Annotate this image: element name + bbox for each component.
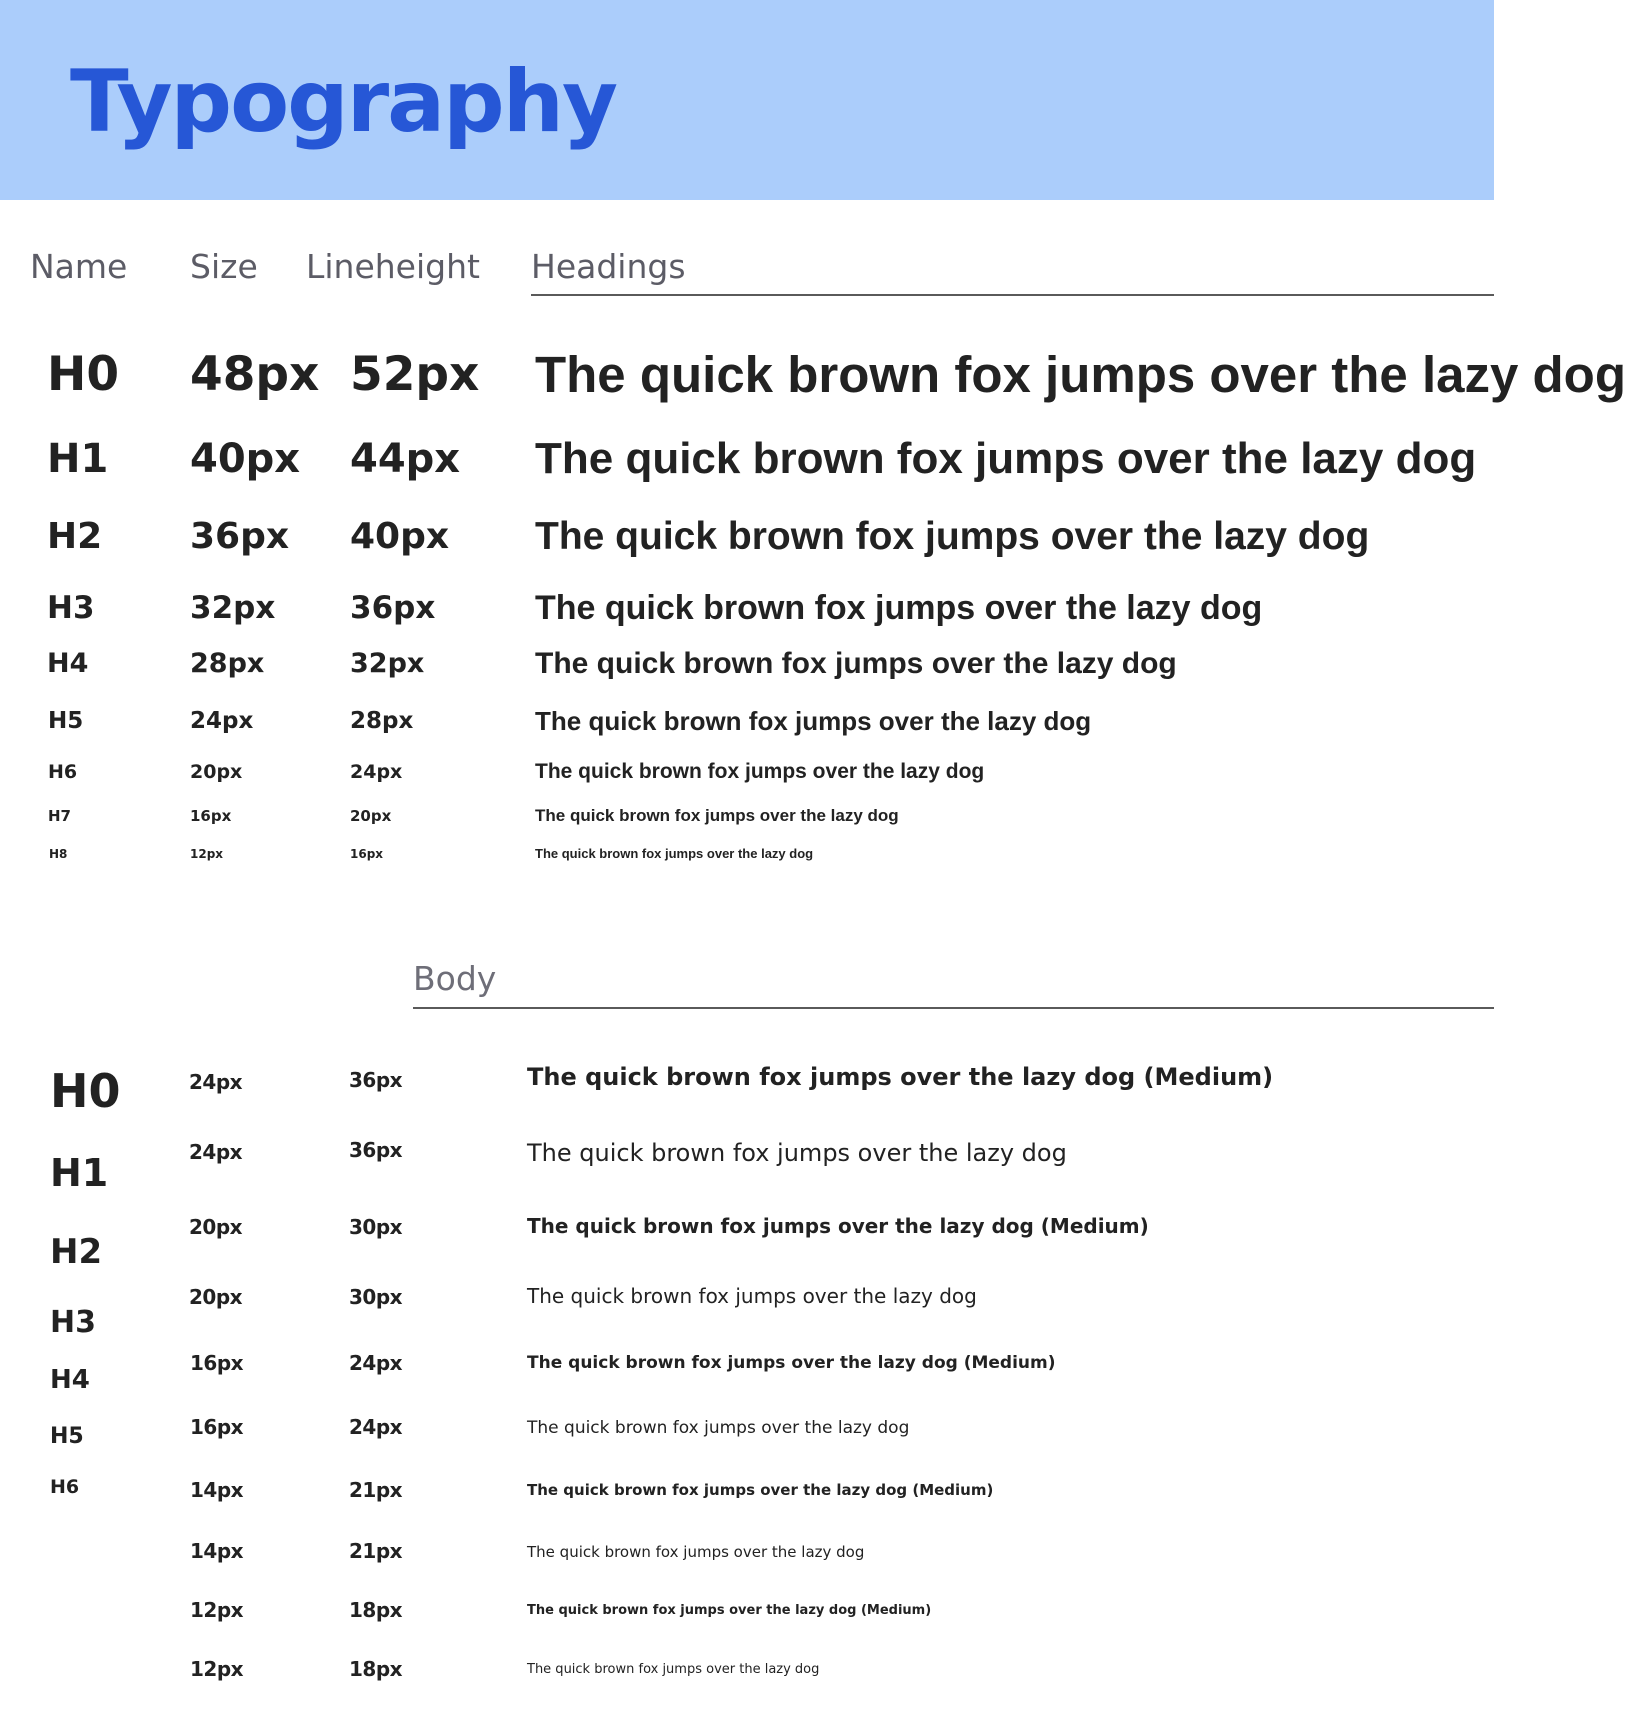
heading-sample: The quick brown fox jumps over the lazy dog [535,806,899,825]
heading-size: 20px [190,761,243,783]
body-sample: The quick brown fox jumps over the lazy dog (Medium) [527,1353,1056,1373]
body-size: 20px [189,1285,243,1309]
column-header-size: Size [190,247,258,286]
body-lineheight: 30px [349,1285,403,1309]
section-title-headings: Headings [531,247,686,286]
heading-size: 24px [190,708,254,734]
heading-size: 40px [190,436,301,482]
body-sample: The quick brown fox jumps over the lazy dog [527,1543,865,1561]
heading-name: H5 [48,708,84,734]
heading-name: H7 [48,807,71,825]
heading-sample: The quick brown fox jumps over the lazy dog [535,846,814,861]
body-size: 14px [190,1478,244,1502]
body-size: 20px [189,1215,243,1239]
heading-size: 28px [190,648,265,679]
body-sample: The quick brown fox jumps over the lazy dog [527,1139,1067,1167]
heading-name: H3 [47,590,95,626]
page-title: Typography [70,52,617,152]
heading-size: 16px [190,807,232,825]
heading-size: 48px [190,347,320,402]
body-sample: The quick brown fox jumps over the lazy dog [527,1418,910,1438]
heading-name: H4 [47,648,89,679]
heading-name: H0 [47,347,120,402]
body-name: H1 [50,1151,109,1195]
body-name: H3 [50,1305,96,1340]
heading-size: 12px [190,847,224,861]
section-title-body: Body [413,959,497,998]
heading-lineheight: 28px [350,708,414,734]
headings-divider [531,294,1494,296]
body-size: 24px [189,1140,243,1164]
column-header-lineheight: Lineheight [306,247,480,286]
body-name: H4 [50,1365,90,1395]
body-lineheight: 36px [349,1068,403,1092]
heading-name: H2 [47,516,103,557]
heading-sample: The quick brown fox jumps over the lazy dog [535,706,1092,736]
heading-lineheight: 24px [350,761,403,783]
body-size: 24px [189,1070,243,1094]
body-lineheight: 30px [349,1215,403,1239]
heading-name: H8 [49,847,68,861]
body-lineheight: 21px [349,1478,403,1502]
body-lineheight: 18px [349,1657,403,1681]
body-name: H6 [50,1476,80,1498]
body-lineheight: 24px [349,1415,403,1439]
header-banner [0,0,1494,200]
heading-sample: The quick brown fox jumps over the lazy dog [535,589,1263,627]
body-sample: The quick brown fox jumps over the lazy dog (Medium) [527,1214,1149,1238]
heading-lineheight: 44px [350,436,461,482]
body-name: H2 [50,1232,103,1272]
body-name: H5 [50,1424,84,1449]
body-lineheight: 36px [349,1138,403,1162]
body-size: 12px [190,1598,244,1622]
body-sample: The quick brown fox jumps over the lazy dog (Medium) [527,1481,994,1499]
heading-name: H6 [48,761,78,783]
heading-lineheight: 40px [350,516,450,557]
heading-sample: The quick brown fox jumps over the lazy dog [535,346,1626,403]
body-size: 12px [190,1657,244,1681]
heading-size: 32px [190,590,276,626]
heading-lineheight: 36px [350,590,436,626]
heading-name: H1 [47,436,109,482]
body-sample: The quick brown fox jumps over the lazy dog [527,1284,977,1308]
heading-size: 36px [190,516,290,557]
body-lineheight: 24px [349,1351,403,1375]
heading-lineheight: 16px [350,847,384,861]
heading-lineheight: 20px [350,807,392,825]
heading-sample: The quick brown fox jumps over the lazy dog [535,515,1370,558]
body-lineheight: 18px [349,1598,403,1622]
body-size: 16px [190,1351,244,1375]
body-sample: The quick brown fox jumps over the lazy dog (Medium) [527,1603,932,1618]
heading-lineheight: 32px [350,648,425,679]
body-name: H0 [50,1064,121,1118]
heading-sample: The quick brown fox jumps over the lazy dog [535,434,1477,483]
body-size: 16px [190,1415,244,1439]
heading-sample: The quick brown fox jumps over the lazy dog [535,760,985,783]
heading-sample: The quick brown fox jumps over the lazy dog [535,647,1177,680]
body-size: 14px [190,1539,244,1563]
body-lineheight: 21px [349,1539,403,1563]
body-divider [413,1007,1494,1009]
column-header-name: Name [30,247,128,286]
body-sample: The quick brown fox jumps over the lazy dog (Medium) [527,1063,1274,1091]
body-sample: The quick brown fox jumps over the lazy dog [527,1662,820,1677]
heading-lineheight: 52px [350,347,480,402]
